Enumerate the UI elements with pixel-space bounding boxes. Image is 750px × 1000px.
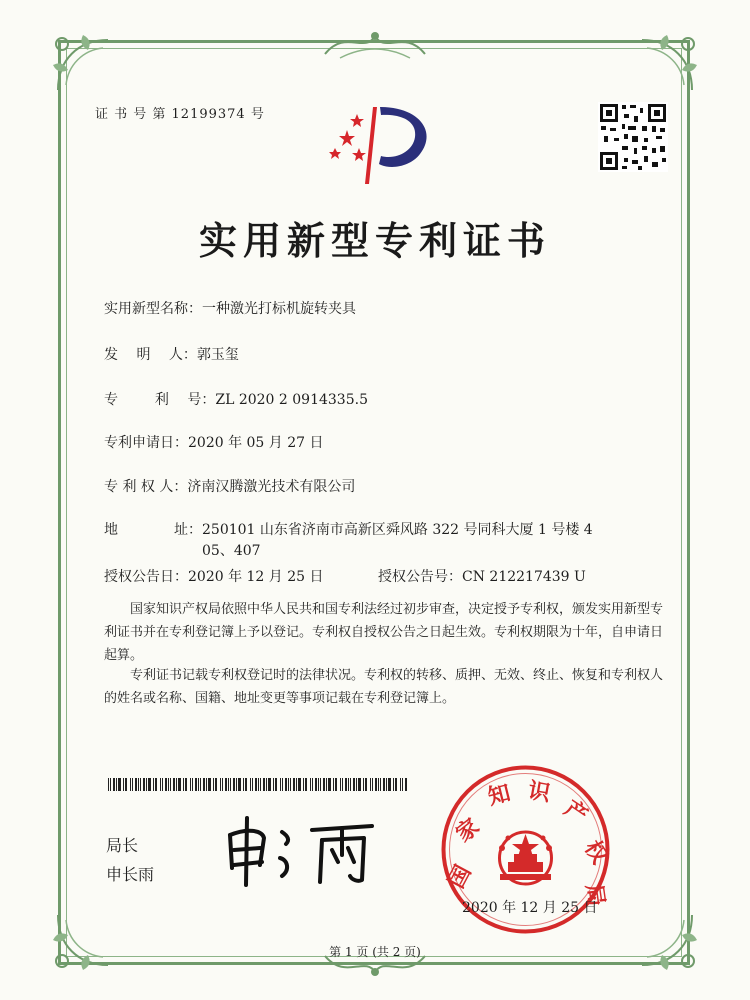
- page-number: 第 1 页 (共 2 页): [329, 945, 421, 959]
- svg-text:权: 权: [579, 836, 613, 869]
- grant-number-label: 授权公告号：: [378, 569, 462, 585]
- seal-date: 2020 年 12 月 25 日: [462, 900, 598, 916]
- address-label: 地 址：: [104, 522, 202, 538]
- patentee-value: 济南汉腾激光技术有限公司: [187, 479, 356, 495]
- qr-code: [598, 102, 668, 172]
- certificate-number: 证 书 号 第 12199374 号: [95, 107, 265, 122]
- grant-date-label: 授权公告日：: [104, 569, 188, 585]
- filing-date-label: 专利申请日：: [104, 435, 188, 451]
- utility-model-name-row: [104, 298, 356, 318]
- statement-paragraph-2: 专利证书记载专利权登记时的法律状况。专利权的转移、质押、无效、终止、恢复和专利权人的姓名或名称、国籍、地址变更等事项记载在专利登记簿上。: [104, 668, 664, 706]
- statement-paragraph-1: 国家知识产权局依照中华人民共和国专利法经过初步审查，决定授予专利权，颁发实用新型专利证书并在专利登记簿上予以登记。专利权自授权公告之日起生效。专利权期限为十年，自申请日起算。: [104, 602, 664, 663]
- address-row: [104, 519, 593, 539]
- filing-date-value: 2020 年 05 月 27 日: [188, 435, 324, 451]
- corner-ornament-top-right: [632, 30, 702, 100]
- patentee-label: 专 利 权 人：: [104, 479, 188, 495]
- patent-number-value: ZL 2020 2 0914335.5: [215, 392, 368, 408]
- svg-text:产: 产: [559, 795, 593, 830]
- svg-text:国: 国: [443, 860, 477, 893]
- barcode: [108, 778, 408, 791]
- filing-date-row: [104, 432, 324, 452]
- top-center-ornament: [315, 24, 435, 64]
- grant-date-value: 2020 年 12 月 25 日: [188, 569, 324, 585]
- corner-ornament-bottom-left: [48, 905, 118, 975]
- corner-ornament-top-left: [48, 30, 118, 100]
- grant-number-value: CN 212217439 U: [462, 569, 586, 585]
- svg-text:局: 局: [580, 882, 610, 908]
- address-value-line1: 250101 山东省济南市高新区舜风路 322 号同科大厦 1 号楼 4: [202, 522, 593, 538]
- svg-text:识: 识: [526, 777, 553, 807]
- svg-text:家: 家: [451, 813, 485, 848]
- svg-text:知: 知: [485, 779, 514, 811]
- inventor-value: 郭玉玺: [196, 347, 239, 363]
- patent-number-label: 专 利 号：: [104, 392, 216, 408]
- grant-date-row: [104, 566, 324, 586]
- patentee-row: [104, 476, 355, 496]
- cnipa-logo-icon: [325, 92, 440, 187]
- utility-model-name-value: 一种激光打标机旋转夹具: [202, 301, 356, 317]
- utility-model-name-label: 实用新型名称：: [104, 301, 202, 317]
- grant-number-row: [378, 566, 586, 586]
- address-value-line2: 05、407: [202, 543, 261, 559]
- inventor-label: 发 明 人：: [104, 347, 197, 363]
- corner-ornament-bottom-right: [632, 905, 702, 975]
- inventor-row: [104, 344, 239, 364]
- patent-number-row: [104, 389, 368, 409]
- handwritten-signature: [222, 810, 382, 890]
- director-title: 局长: [106, 836, 139, 855]
- director-name: 申长雨: [106, 865, 155, 884]
- certificate-title: 实用新型专利证书: [198, 218, 551, 263]
